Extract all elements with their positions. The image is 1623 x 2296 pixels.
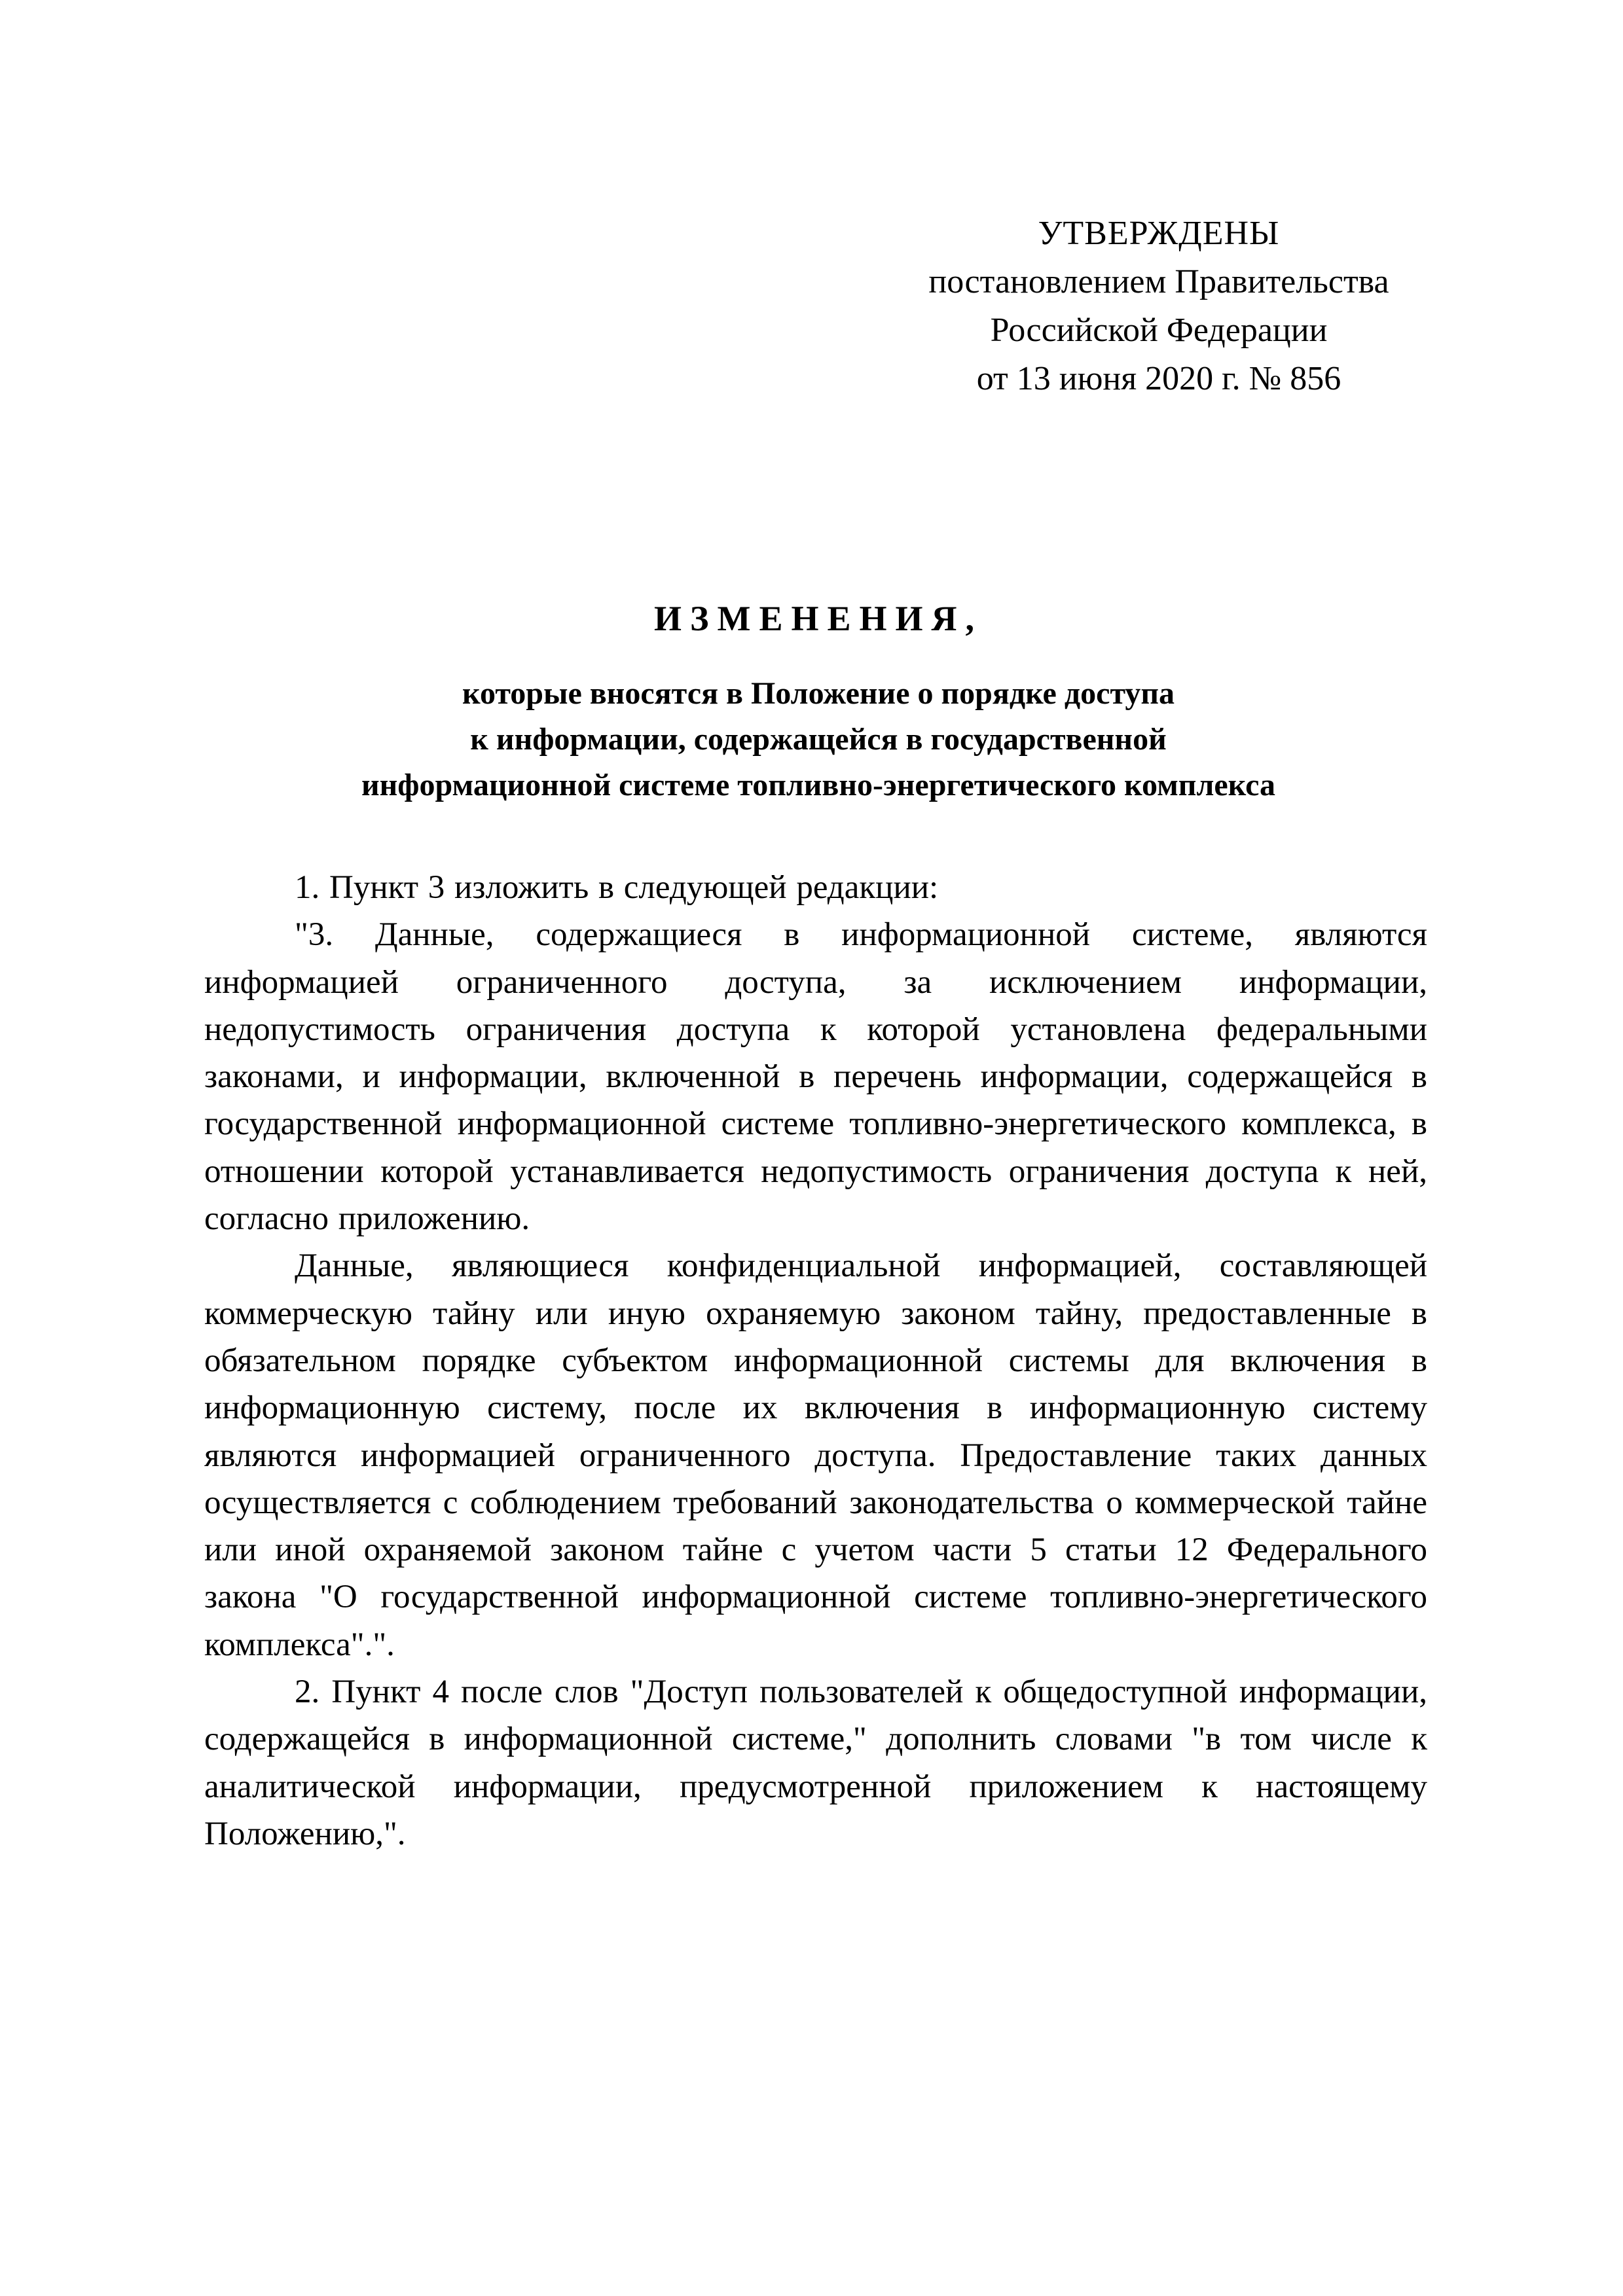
title-subtitle-line-3: информационной системе топливно-энергетического комплекса	[361, 768, 1276, 802]
paragraph-2: "3. Данные, содержащиеся в информационной системе, являются информацией ограниченного доступа, за исключением информации, недопустимость ограничения доступа к которой установлена федеральными законами, и информации, включенной в перечень информации, содержащейся в государственной информационной системе топливно-энергетического комплекса, в отношении которой устанавливается недопустимость ограничения доступа к ней, согласно приложению.	[204, 916, 1427, 1238]
document-title	[196, 592, 1440, 808]
paragraph-4: 2. Пункт 4 после слов "Доступ пользователей к общедоступной информации, содержащейся в информационной системе," дополнить словами "в том числе к аналитической информации, предусмотренной приложением к настоящему Положению,".	[204, 1674, 1427, 1852]
approval-stamp: УТВЕРЖДЕНЫ	[1038, 215, 1280, 252]
approval-line-1: постановлением Правительства	[928, 263, 1389, 300]
title-subtitle-line-1: которые вносятся в Положение о порядке доступа	[462, 676, 1175, 711]
title-heading: ИЗМЕНЕНИЯ,	[653, 599, 983, 638]
approval-date-number: от 13 июня 2020 г. № 856	[976, 360, 1341, 397]
paragraph-1: 1. Пункт 3 изложить в следующей редакции:	[295, 869, 939, 906]
approval-line-2: Российской Федерации	[990, 312, 1328, 349]
approval-block	[890, 209, 1427, 403]
paragraph-3: Данные, являющиеся конфиденциальной информацией, составляющей коммерческую тайну или иную охраняемую законом тайну, предоставленные в обязательном порядке субъектом информационной системы для включения в информационную систему, после их включения в информационную систему являются информацией ограниченного доступа. Предоставление таких данных осуществляется с соблюдением требований законодательства о коммерческой тайне или иной охраняемой законом тайне с учетом части 5 статьи 12 Федерального закона "О государственной информационной системе топливно-энергетического комплекса".".	[204, 1247, 1427, 1663]
document-body	[204, 864, 1427, 1857]
title-subtitle-line-2: к информации, содержащейся в государственной	[470, 722, 1167, 757]
